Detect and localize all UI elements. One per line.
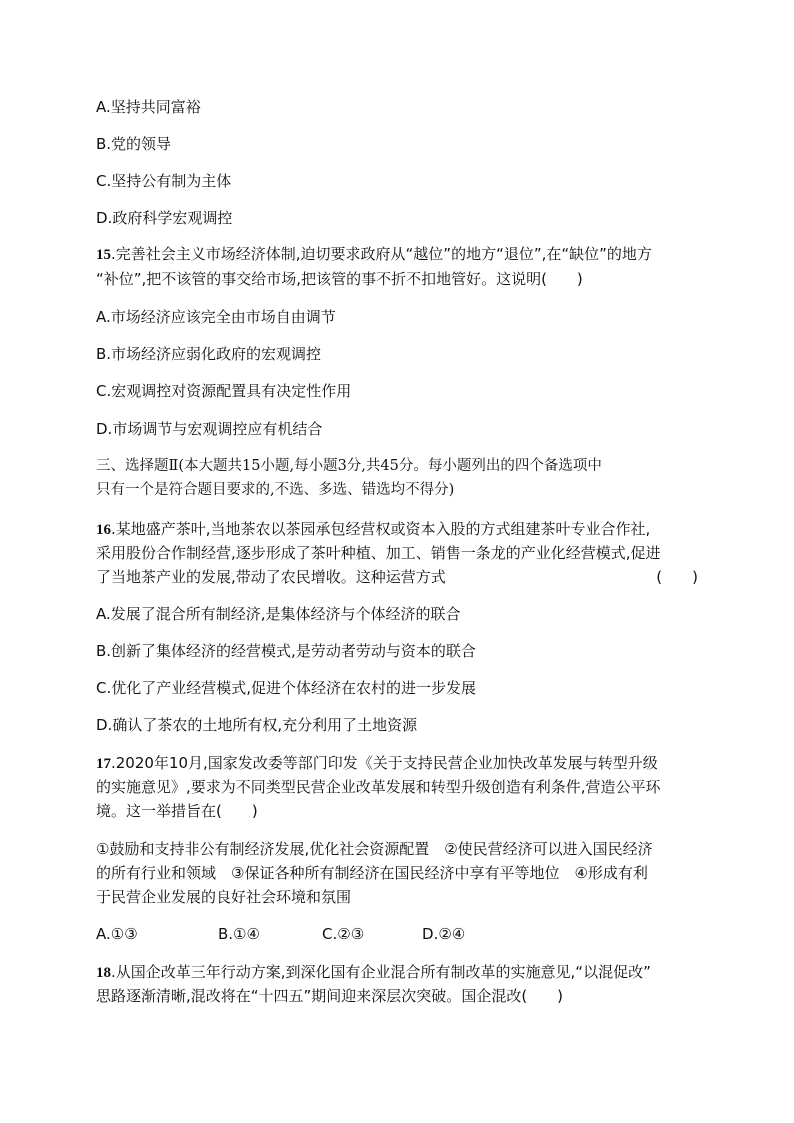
q16-answer-paren: ( ) [656, 568, 698, 586]
section3-heading-line1: 三、选择题Ⅱ(本大题共15小题,每小题3分,共45分。每小题列出的四个备选项中 [96, 458, 602, 474]
q14-option-b: B.党的领导 [96, 135, 172, 153]
q15-stem-line1: 15.完善社会主义市场经济体制,迫切要求政府从“越位”的地方“退位”,在“缺位”的地方 [96, 245, 652, 263]
q15-number: 15 [96, 247, 111, 263]
q17-option-a: A.①③ [96, 925, 138, 943]
q17-options [96, 923, 698, 945]
q17-option-b: B.①④ [218, 925, 260, 943]
q17-option-c: C.②③ [322, 925, 365, 943]
q15-stem-line2: “补位”,把不该管的事交给市场,把该管的事不折不扣地管好。这说明( ) [96, 270, 583, 288]
q17-items-line3: 于民营企业发展的良好社会环境和氛围 [96, 888, 352, 906]
q16-option-d: D.确认了茶农的土地所有权,充分利用了土地资源 [96, 716, 418, 734]
q18-stem-line1: 18.从国企改革三年行动方案,到深化国有企业混合所有制改革的实施意见,“以混促改” [96, 963, 651, 981]
q16-stem-line2: 采用股份合作制经营,逐步形成了茶叶种植、加工、销售一条龙的产业化经营模式,促进 [96, 544, 661, 562]
q17-items-line2: 的所有行业和领域 ③保证各种所有制经济在国民经济中享有平等地位 ④形成有利 [96, 864, 648, 882]
q15-option-b: B.市场经济应弱化政府的宏观调控 [96, 345, 322, 363]
q16-option-b: B.创新了集体经济的经营模式,是劳动者劳动与资本的联合 [96, 642, 476, 660]
q16-number: 16 [96, 522, 111, 538]
q17-stem-line1: 17.2020年10月,国家发改委等部门印发《关于支持民营企业加快改革发展与转型升级 [96, 754, 658, 772]
q18-number: 18 [96, 965, 111, 981]
q15-option-a: A.市场经济应该完全由市场自由调节 [96, 308, 336, 326]
section3-heading-line2: 只有一个是符合题目要求的,不选、多选、错选均不得分) [96, 482, 455, 498]
q16-option-c: C.优化了产业经营模式,促进个体经济在农村的进一步发展 [96, 679, 477, 697]
q16-stem-line3: 了当地茶产业的发展,带动了农民增收。这种运营方式 ( ) [96, 568, 698, 586]
q14-option-d: D.政府科学宏观调控 [96, 209, 233, 227]
q18-stem-line2: 思路逐渐清晰,混改将在“十四五”期间迎来深层次突破。国企混改( ) [96, 987, 564, 1005]
q15-option-d: D.市场调节与宏观调控应有机结合 [96, 420, 323, 438]
q17-stem-line3: 境。这一举措旨在( ) [96, 802, 258, 820]
q14-option-c: C.坚持公有制为主体 [96, 172, 232, 190]
q17-number: 17 [96, 756, 111, 772]
q17-option-d: D.②④ [422, 925, 466, 943]
q17-stem-line2: 的实施意见》,要求为不同类型民营企业改革发展和转型升级创造有利条件,营造公平环 [96, 778, 661, 796]
q16-option-a: A.发展了混合所有制经济,是集体经济与个体经济的联合 [96, 605, 461, 623]
q16-stem-line1: 16.某地盛产茶叶,当地茶农以茶园承包经营权或资本入股的方式组建茶叶专业合作社, [96, 520, 651, 538]
q17-items-line1: ①鼓励和支持非公有制经济发展,优化社会资源配置 ②使民营经济可以进入国民经济 [96, 840, 653, 858]
q14-option-a: A.坚持共同富裕 [96, 98, 201, 116]
q15-option-c: C.宏观调控对资源配置具有决定性作用 [96, 382, 352, 400]
